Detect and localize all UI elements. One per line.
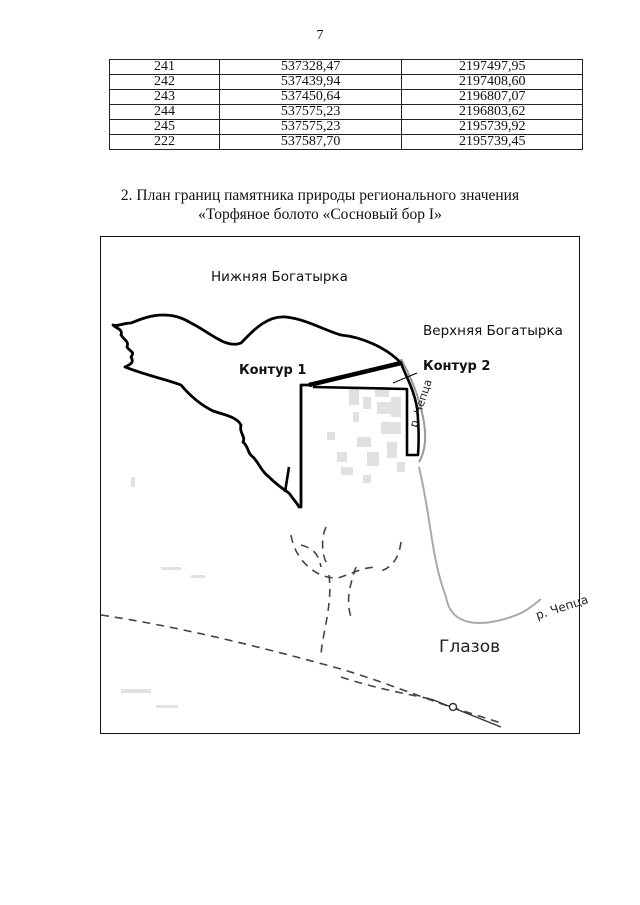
roads — [101, 527, 501, 723]
point-number: 243 — [110, 90, 220, 105]
table-row — [110, 120, 583, 135]
river-lower-label: р. Чепца — [534, 592, 590, 623]
contour-1-inner-line — [285, 467, 289, 492]
table-row — [110, 75, 583, 90]
coordinate-y: 2197497,95 — [402, 60, 583, 75]
contour-1-boundary — [113, 315, 401, 507]
heading-line-1: 2. План границ памятника природы регионального значения — [120, 187, 520, 204]
contour-1-label: Контур 1 — [239, 363, 307, 378]
coordinate-y: 2195739,92 — [402, 120, 583, 135]
river-upper-label: р. Чепца — [407, 377, 435, 430]
point-number: 222 — [110, 135, 220, 150]
city-label: Глазов — [439, 637, 501, 657]
coordinates-table — [109, 59, 583, 150]
coordinate-x: 537575,23 — [219, 105, 401, 120]
section-heading — [0, 186, 640, 224]
village-upper-label: Верхняя Богатырка — [423, 323, 563, 339]
coordinate-y: 2196803,62 — [402, 105, 583, 120]
contour-2-label: Контур 2 — [423, 359, 491, 374]
coordinate-y: 2197408,60 — [402, 75, 583, 90]
map-background — [121, 387, 405, 708]
map-drawing — [101, 237, 581, 735]
point-number: 242 — [110, 75, 220, 90]
table-row — [110, 105, 583, 120]
page-number: 7 — [316, 28, 324, 43]
coordinate-y: 2196807,07 — [402, 90, 583, 105]
contour-2-boundary — [309, 363, 401, 385]
chepca-river-lower — [419, 467, 541, 623]
coordinate-x: 537575,23 — [219, 120, 401, 135]
coordinate-x: 537328,47 — [219, 60, 401, 75]
table-row — [110, 135, 583, 150]
boundary-map — [100, 236, 590, 734]
coordinate-x: 537450,64 — [219, 90, 401, 105]
coordinate-x: 537587,70 — [219, 135, 401, 150]
point-number: 241 — [110, 60, 220, 75]
point-number: 245 — [110, 120, 220, 135]
table-row — [110, 60, 583, 75]
heading-line-2: «Торфяное болото «Сосновый бор I» — [198, 206, 442, 223]
table-row — [110, 90, 583, 105]
railway — [431, 699, 501, 727]
coordinate-x: 537439,94 — [219, 75, 401, 90]
coordinate-y: 2195739,45 — [402, 135, 583, 150]
point-number: 244 — [110, 105, 220, 120]
village-lower-label: Нижняя Богатырка — [211, 269, 348, 285]
